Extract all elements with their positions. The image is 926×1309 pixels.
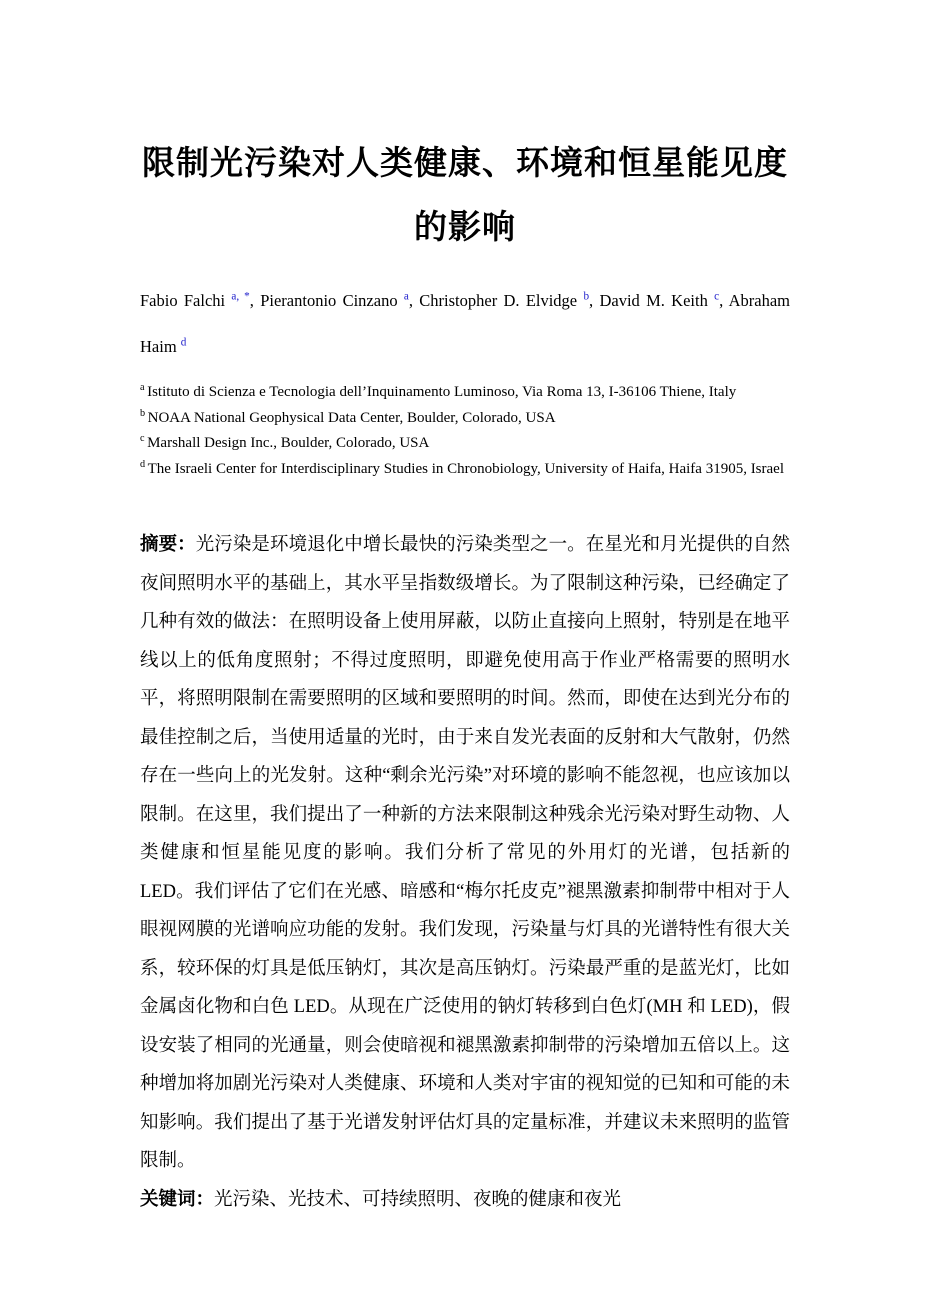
author-separator: ,	[719, 291, 729, 310]
abstract-text: 光污染是环境退化中增长最快的污染类型之一。在星光和月光提供的自然夜间照明水平的基础上，其水平呈指数级增长。为了限制这种污染，已经确定了几种有效的做法：在照明设备上使用屏蔽，以防止直接向上照射，特别是在地平线以上的低角度照射；不得过度照明，即避免使用高于作业严格需要的照明水平，将照明限制在需要照明的区域和要照明的时间。然而，即使在达到光分布的最佳控制之后，当使用适量的光时，由于来自发光表面的反射和大气散射，仍然存在一些向上的光发射。这种“剩余光污染”对环境的影响不能忽视，也应该加以限制。在这里，我们提出了一种新的方法来限制这种残余光污染对野生动物、人类健康和恒星能见度的影响。我们分析了常见的外用灯的光谱，包括新的 LED。我们评估了它们在光感、暗感和“梅尔托皮克”褪黑激素抑制带中相对于人眼视网膜的光谱响应功能的发射。我们发现，污染量与灯具的光谱特性有很大关系，较环保的灯具是低压钠灯，其次是高压钠灯。污染最严重的是蓝光灯，比如金属卤化物和白色 LED。从现在广泛使用的钠灯转移到白色灯(MH 和 LED)，假设安装了相同的光通量，则会使暗视和褪黑激素抑制带的污染增加五倍以上。这种增加将加剧光污染对人类健康、环境和人类对宇宙的视知觉的已知和可能的未知影响。我们提出了基于光谱发射评估灯具的定量标准，并建议未来照明的监管限制。	[140, 535, 790, 1171]
author-superscript: a, *	[231, 290, 250, 303]
paper-title-line1: 限制光污染对人类健康、环境和恒星能见度	[142, 146, 788, 182]
affiliation-line	[140, 380, 790, 406]
author-name: Fabio Falchi	[140, 291, 232, 310]
author-separator: ,	[408, 291, 420, 310]
affiliation-line	[140, 457, 790, 483]
affiliation-marker: c	[140, 433, 148, 444]
affiliation-marker: d	[140, 458, 148, 470]
affiliation-text: NOAA National Geophysical Data Center, Boulder, Colorado, USA	[147, 409, 556, 426]
affiliation-text: Istituto di Scienza e Tecnologia dell’Inquinamento Luminoso, Via Roma 13, I-36106 Thiene, Italy	[147, 384, 737, 400]
author-name: Christopher D. Elvidge	[419, 291, 584, 310]
paper-title	[140, 132, 790, 260]
affiliation-text: The Israeli Center for Interdisciplinary Studies in Chronobiology, University of Haifa, Haifa 31905, Israel	[147, 460, 784, 477]
keywords-label: 关键词：	[140, 1189, 215, 1210]
affiliation-marker: b	[140, 407, 148, 419]
keywords-line	[140, 1181, 790, 1220]
affiliations-block	[140, 380, 790, 482]
author-name: Pierantonio Cinzano	[260, 291, 404, 310]
author-superscript: d	[180, 336, 187, 349]
author-superscript: c	[714, 290, 720, 303]
author-separator: ,	[249, 291, 261, 310]
author-name: Abraham Haim	[140, 291, 791, 356]
abstract-paragraph	[140, 526, 790, 1181]
authors-line	[140, 278, 790, 370]
affiliation-marker: a	[140, 382, 148, 393]
paper-title-line2: 的影响	[414, 210, 516, 246]
affiliation-line	[140, 406, 790, 432]
author-superscript: b	[583, 290, 590, 303]
author-separator: ,	[589, 291, 600, 310]
affiliation-line	[140, 431, 790, 457]
affiliation-text: Marshall Design Inc., Boulder, Colorado, USA	[147, 435, 430, 451]
author-superscript: a	[403, 290, 409, 303]
abstract-label: 摘要：	[140, 535, 196, 555]
author-name: David M. Keith	[599, 291, 715, 310]
keywords-text: 光污染、光技术、可持续照明、夜晚的健康和夜光	[214, 1189, 622, 1210]
